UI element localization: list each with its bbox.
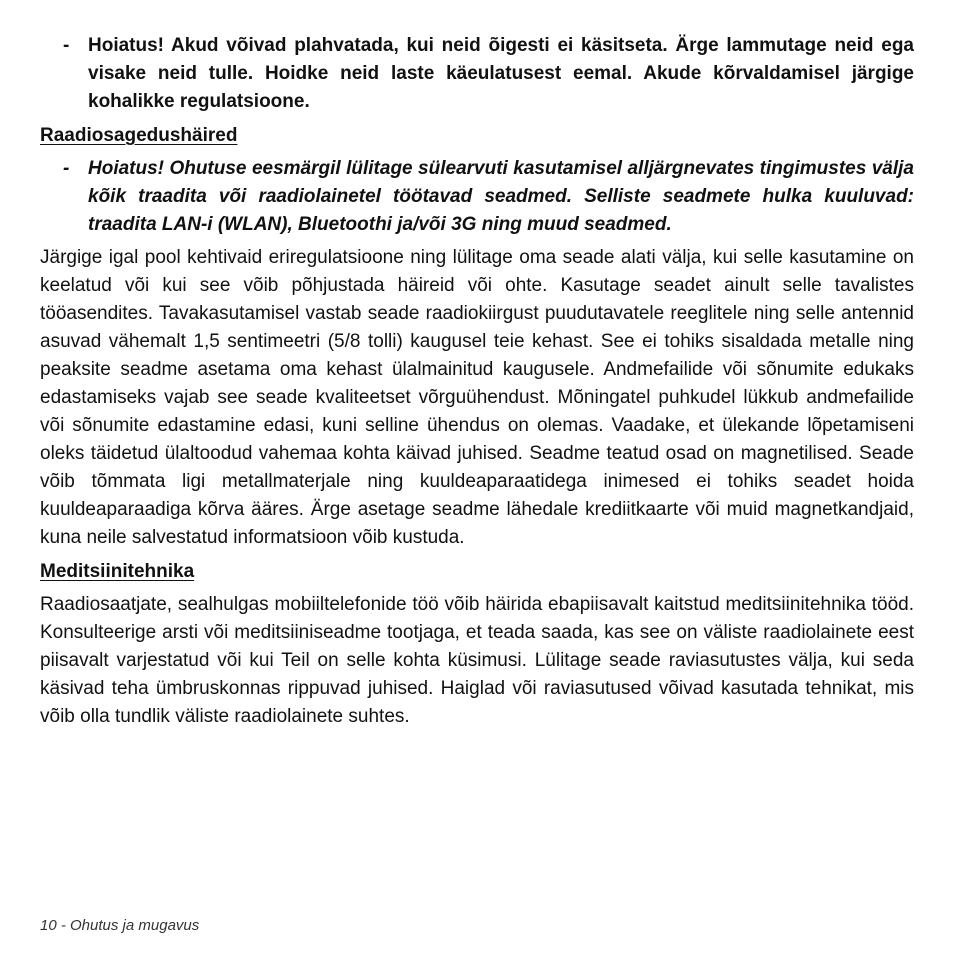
bullet-dash: - bbox=[63, 158, 70, 179]
radio-body-paragraph: Järgige igal pool kehtivaid eriregulatsioone ning lülitage oma seade alati välja, kui selle kasutamine on keelatud või kui see võib põhjustada häireid või ohte. Kasutage seadet ainult selle tavalistes tööasendites. Tavakasutamisel vastab seade raadiokiirgust puudutavatele reeglitele ning selle antennid asuvad vähemalt 1,5 sentimeetri (5/8 tolli) kaugusel teie kehast. See ei tohiks sisaldada metalle ning peaksite seadme asetama oma kehast ülalmainitud kaugusele. Andmefailide või sõnumite edukaks edastamiseks vajab see seade kvaliteetset võrguühendust. Mõningatel puhkudel lükkub andmefailide või sõnumite edastamine edasi, kuni selline ühendus on olemas. Vaadake, et ülekande lõpetamiseni oleks täidetud ülaltoodud vahemaa kohta käivad juhised. Seadme teatud osad on magnetilised. Seade võib tõmmata ligi metallmaterjale ning kuuldeaparaatidega inimesed ei tohiks seadet hoida kuuldeaparaadiga kõrva ääres. Ärge asetage seadme lähedale krediitkaarte või muid magnetkandjaid, kuna neile salvestatud informatsioon võib kustuda. bbox=[40, 247, 914, 548]
document-page bbox=[40, 32, 914, 731]
medical-devices-heading: Meditsiinitehnika bbox=[40, 561, 195, 582]
bullet-dash: - bbox=[63, 35, 70, 56]
page-footer: 10 - Ohutus ja mugavus bbox=[40, 917, 200, 934]
radio-warning-text: Hoiatus! Ohutuse eesmärgil lülitage sülearvuti kasutamisel alljärgnevates tingimustes välja kõik traadita või raadiolainetel töötavad seadmed. Selliste seadmete hulka kuuluvad: traadita LAN-i (WLAN), Bluetoothi ja/või 3G ning muud seadmed. bbox=[88, 158, 914, 235]
battery-warning-text: Hoiatus! Akud võivad plahvatada, kui neid õigesti ei käsitseta. Ärge lammutage neid ega visake neid tulle. Hoidke neid laste käeulatusest eemal. Akude kõrvaldamisel järgige kohalikke regulatsioone. bbox=[88, 35, 914, 112]
medical-body-paragraph: Raadiosaatjate, sealhulgas mobiiltelefonide töö võib häirida ebapiisavalt kaitstud meditsiinitehnika tööd. Konsulteerige arsti või meditsiiniseadme tootjaga, et teada saada, kas see on väliste raadiolainete eest piisavalt varjestatud või kui Teil on selle kohta küsimusi. Lülitage seade raviasutustes välja, kui seda käsivad teha ümbruskonnas rippuvad juhised. Haiglad või raviasutused võivad kasutada tehnikat, mis võib olla tundlik väliste raadiolainete suhtes. bbox=[40, 594, 914, 727]
radio-warning bbox=[40, 155, 914, 239]
radio-interference-heading: Raadiosagedushäired bbox=[40, 125, 238, 146]
battery-warning bbox=[40, 32, 914, 116]
